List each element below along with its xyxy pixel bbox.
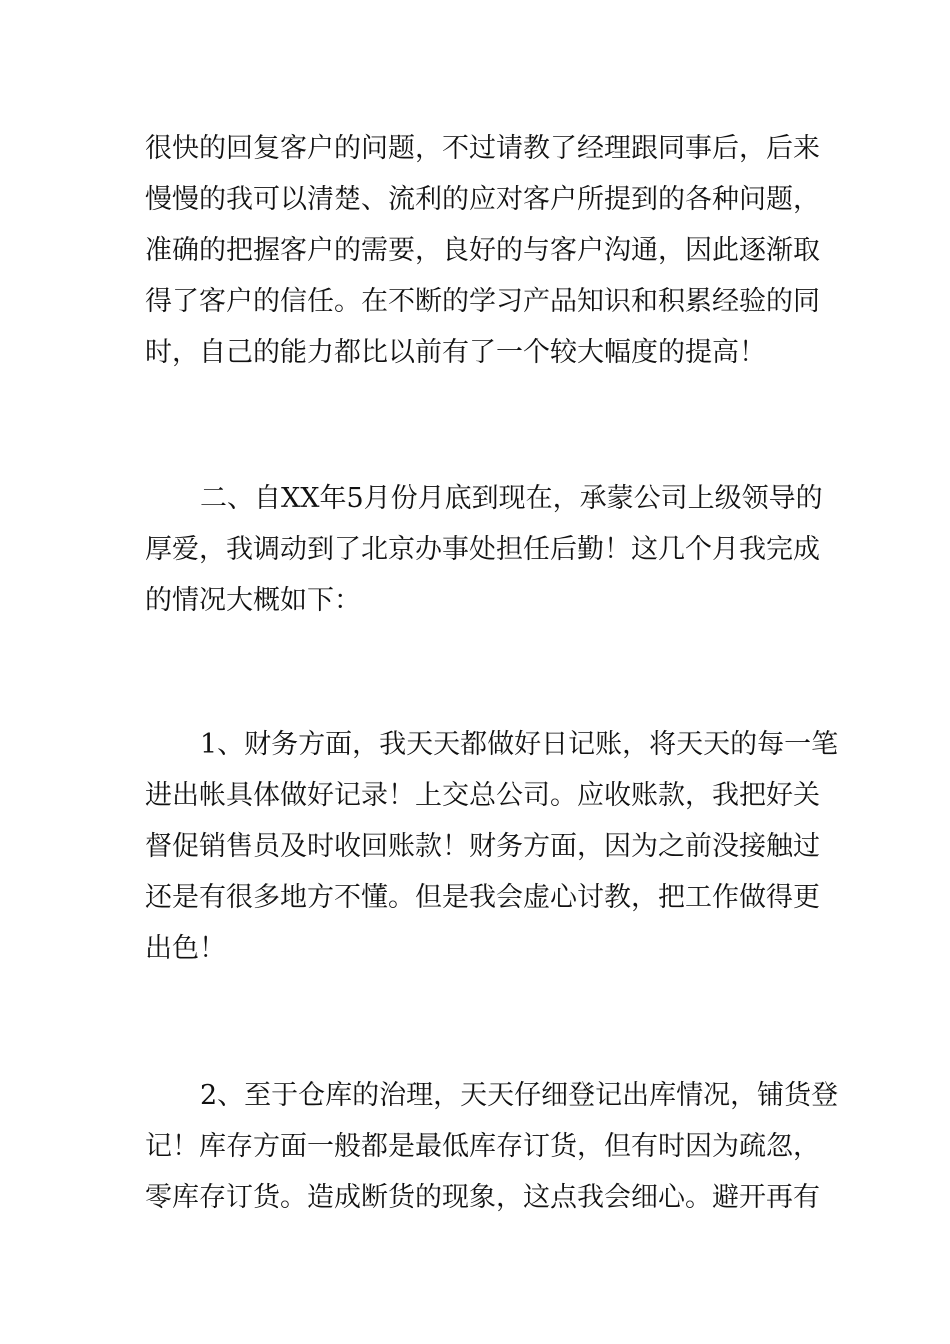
paragraph-line: 督促销售员及时收回账款！财务方面，因为之前没接触过 — [145, 831, 820, 862]
paragraph-line: 记！库存方面一般都是最低库存订货，但有时因为疏忽， — [145, 1131, 820, 1162]
paragraph-line: 很快的回复客户的问题，不过请教了经理跟同事后，后来 — [145, 133, 820, 164]
paragraph-line: 2、至于仓库的治理，天天仔细登记出库情况，铺货登 — [200, 1080, 839, 1111]
paragraph-line: 出色！ — [145, 933, 226, 964]
paragraph-line: 还是有很多地方不懂。但是我会虚心讨教，把工作做得更 — [145, 882, 820, 913]
paragraph-line: 二、自XX年5月份月底到现在，承蒙公司上级领导的 — [200, 483, 823, 514]
paragraph-line: 慢慢的我可以清楚、流利的应对客户所提到的各种问题， — [145, 184, 820, 215]
paragraph-line: 厚爱，我调动到了北京办事处担任后勤！这几个月我完成 — [145, 534, 820, 565]
paragraph-line: 零库存订货。造成断货的现象，这点我会细心。避开再有 — [145, 1182, 820, 1213]
paragraph-line: 得了客户的信任。在不断的学习产品知识和积累经验的同 — [145, 286, 820, 317]
paragraph-line: 时，自己的能力都比以前有了一个较大幅度的提高！ — [145, 337, 766, 368]
paragraph-line: 的情况大概如下： — [145, 585, 361, 616]
paragraph-line: 进出帐具体做好记录！上交总公司。应收账款，我把好关 — [145, 780, 820, 811]
paragraph-line: 准确的把握客户的需要，良好的与客户沟通，因此逐渐取 — [145, 235, 820, 266]
paragraph-line: 1、财务方面，我天天都做好日记账，将天天的每一笔 — [200, 729, 839, 760]
